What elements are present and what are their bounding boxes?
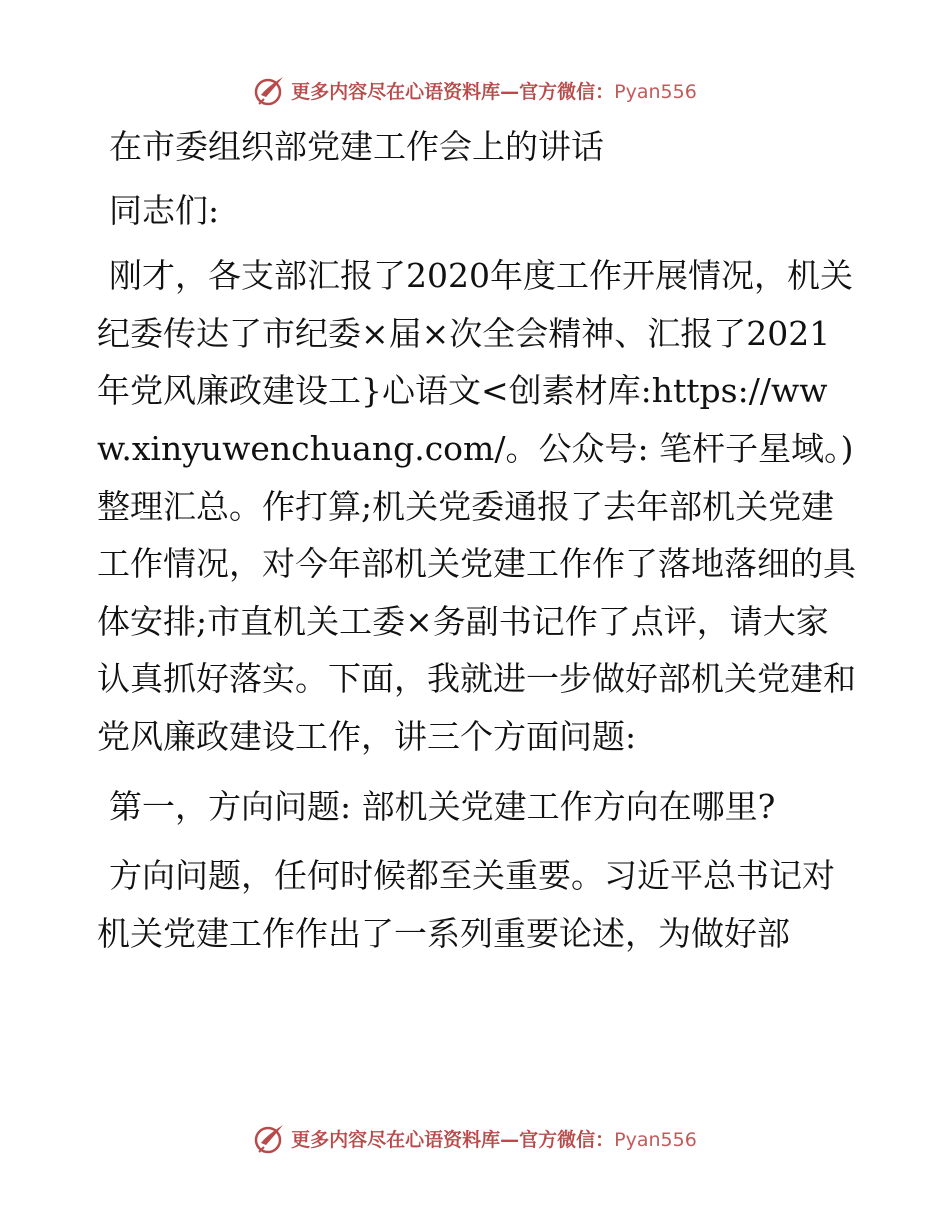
header-banner-text: 更多内容尽在心语资料库—官方微信：Pyan556 <box>291 80 697 103</box>
document-title: 在市委组织部党建工作会上的讲话 <box>109 127 604 166</box>
section-heading-1: 第一，方向问题: 部机关党建工作方向在哪里? <box>109 786 776 826</box>
quill-logo-icon <box>253 73 287 107</box>
paragraph-2: 方向问题，任何时候都至关重要。习近平总书记对机关党建工作作出了一系列重要论述，为做好部 <box>97 856 835 953</box>
footer-banner-text: 更多内容尽在心语资料库—官方微信：Pyan556 <box>291 1128 697 1151</box>
footer-banner <box>0 1118 950 1158</box>
header-banner <box>0 70 950 110</box>
footer-banner-account: Pyan556 <box>614 1128 697 1151</box>
paragraph-1: 刚才，各支部汇报了2020年度工作开展情况，机关纪委传达了市纪委×届×次全会精神、汇报了2021年党风廉政建设工}心语文<创素材库:https://www.xinyuwenchuang.com/。公众号: 笔杆子星域。)整理汇总。作打算;机关党委通报了去年部机关党建工作情况，对今年部机关党建工作作了落地落细的具体安排;市直机关工委×务副书记作了点评，请大家认真抓好落实。下面，我就进一步做好部机关党建和党风廉政建设工作，讲三个方面问题: <box>97 256 856 756</box>
quill-logo-icon <box>253 1121 287 1155</box>
document-body <box>97 118 857 962</box>
header-banner-account: Pyan556 <box>614 80 697 103</box>
salutation: 同志们: <box>109 190 220 230</box>
